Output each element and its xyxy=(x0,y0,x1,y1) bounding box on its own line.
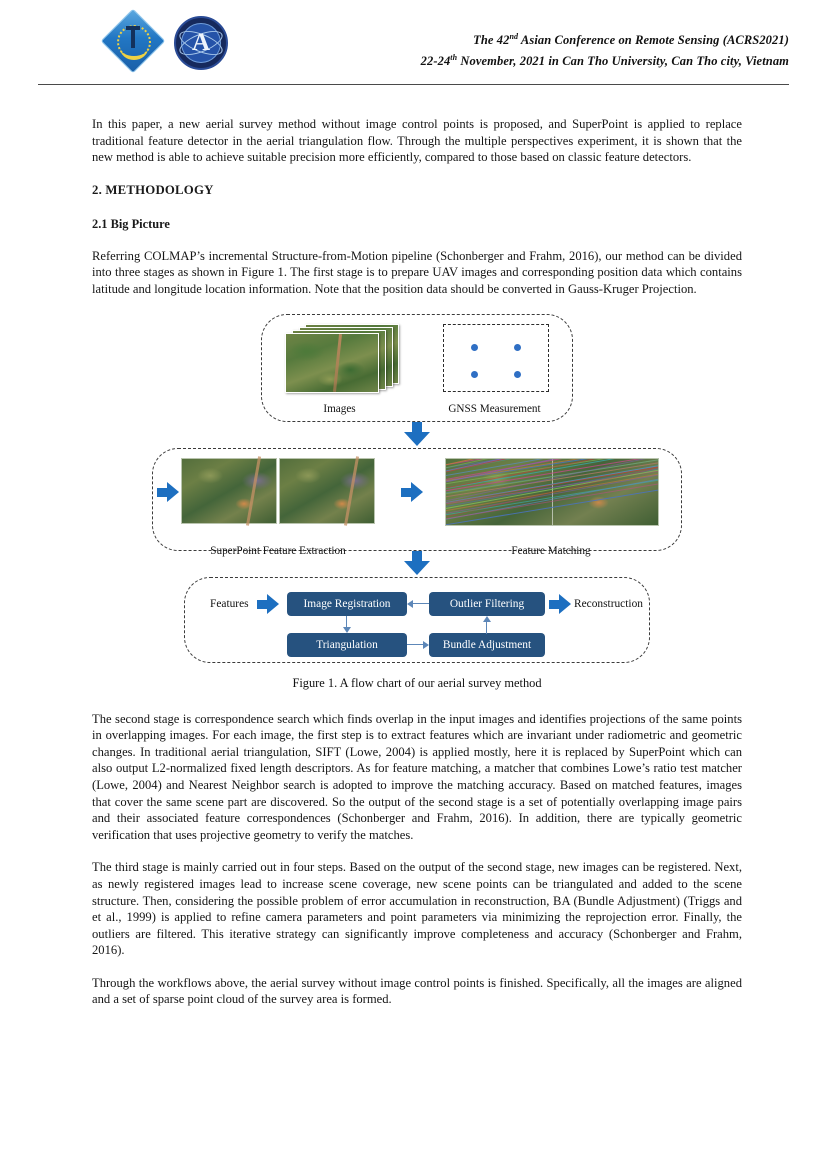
document-content xyxy=(92,116,742,1024)
figure-stage-3 xyxy=(184,577,650,663)
arrow-head xyxy=(411,482,423,502)
label-images: Images xyxy=(323,402,356,415)
right-arrow-icon-features xyxy=(257,594,279,614)
acrs-logo-letter: A xyxy=(191,29,211,56)
superpoint-feature-extraction-images xyxy=(181,458,375,524)
flow-box-bundle-adjustment[interactable]: Bundle Adjustment xyxy=(429,633,545,657)
header-logos xyxy=(104,12,232,74)
label-features-input: Features xyxy=(210,597,249,610)
right-arrow-icon-reconstruction xyxy=(549,594,571,614)
arrow-head xyxy=(404,432,430,446)
header-divider xyxy=(38,84,789,85)
label-superpoint-feature-extraction: SuperPoint Feature Extraction xyxy=(210,544,346,557)
arrow-head xyxy=(407,600,413,608)
flow-box-outlier-filtering[interactable]: Outlier Filtering xyxy=(429,592,545,616)
section-heading-methodology: 2. METHODOLOGY xyxy=(92,182,214,197)
conference-title-ordinal: nd xyxy=(509,32,519,41)
arrow-head xyxy=(404,561,430,575)
figure-stage-1-labels xyxy=(262,403,572,416)
paragraph-conclusion: Through the workflows above, the aerial survey without image control points is finished. Specifically, all the images are aligned and a set of sparse point cloud of the survey area is formed. xyxy=(92,975,742,1007)
label-reconstruction-output: Reconstruction xyxy=(574,597,643,610)
feature-matching-image xyxy=(445,458,659,526)
label-feature-matching: Feature Matching xyxy=(511,544,591,557)
gnss-point xyxy=(514,371,521,378)
figure-1-caption: Figure 1. A flow chart of our aerial survey method xyxy=(292,675,542,690)
arrow-head xyxy=(559,594,571,614)
can-tho-university-logo-icon xyxy=(104,12,166,74)
subsection-heading-big-picture: 2.1 Big Picture xyxy=(92,216,170,231)
arrow-head xyxy=(267,594,279,614)
logo-tower xyxy=(131,28,135,48)
feature-image-left xyxy=(181,458,277,524)
gnss-point xyxy=(471,344,478,351)
arrow-head xyxy=(167,482,179,502)
arrow-triangulation-to-bundle xyxy=(407,644,423,645)
conference-date-ordinal: th xyxy=(450,53,458,63)
connector-stage1-to-stage2 xyxy=(92,422,742,448)
down-arrow-icon xyxy=(404,422,430,446)
label-gnss-measurement: GNSS Measurement xyxy=(448,402,541,415)
gnss-measurement-box xyxy=(443,324,549,392)
acrs-logo-icon xyxy=(170,12,232,74)
flow-box-image-registration[interactable]: Image Registration xyxy=(287,592,407,616)
arrow-outlier-to-registration xyxy=(413,603,429,604)
right-arrow-icon-into-matching xyxy=(401,482,423,502)
figure-stage-1 xyxy=(261,314,573,422)
feature-image-right xyxy=(279,458,375,524)
gnss-point xyxy=(471,371,478,378)
paragraph-third-stage: The third stage is mainly carried out in four steps. Based on the output of the second stage, new images can be registered. Next, as newly registered images lead to increase scene coverage, new scene points can be triangulated and added to the scene structure. Then, considering the possible problem of error accumulation in reconstruction, BA (Bundle Adjustment) (Triggs and et al., 1999) is applied to refine camera parameters and point parameters via minimizing the reprojection error. Finally, the outliers are filtered. This iterative strategy can significantly improve completeness and accuracy (Schonberger and Frahm, 2016). xyxy=(92,860,742,958)
uav-images-stack-icon xyxy=(285,324,397,392)
connector-stage2-to-stage3 xyxy=(92,551,742,577)
down-arrow-icon xyxy=(404,551,430,575)
image-sheet xyxy=(285,333,379,393)
conference-title-rest: Asian Conference on Remote Sensing (ACRS2021) xyxy=(518,33,789,48)
conference-date-prefix: 22-24 xyxy=(420,54,451,69)
conference-date-line xyxy=(421,49,789,70)
conference-title-prefix: The 42 xyxy=(473,33,510,48)
gnss-point xyxy=(514,344,521,351)
conference-date-rest: November, 2021 in Can Tho University, Can Tho city, Vietnam xyxy=(457,54,789,69)
conference-header-text xyxy=(421,28,789,70)
conference-title-line xyxy=(421,28,789,49)
arrow-bundle-to-outlier xyxy=(486,622,487,634)
arrow-head xyxy=(423,641,429,649)
paragraph-big-picture: Referring COLMAP’s incremental Structure-from-Motion pipeline (Schonberger and Frahm, 2016), our method can be divided into three stages as shown in Figure 1. The first stage is to prepare UAV images and corresponding position data which contains latitude and longitude location information. Note that the position data should be converted in Gauss-Kruger Projection. xyxy=(92,248,742,296)
arrow-head xyxy=(483,616,491,622)
arrow-head xyxy=(343,627,351,633)
paragraph-intro: In this paper, a new aerial survey method without image control points is proposed, and SuperPoint is applied to replace traditional feature detector in the aerial triangulation flow. Through the multiple perspectives experiment, it is shown that the new method is able to achieve suitable precision more efficiently, compared to those based on classic feature detectors. xyxy=(92,117,742,165)
right-arrow-icon-into-extraction xyxy=(157,482,179,502)
figure-stage-2 xyxy=(152,448,682,557)
page-header xyxy=(0,0,827,86)
figure-1-flow-chart xyxy=(92,314,742,691)
flow-box-triangulation[interactable]: Triangulation xyxy=(287,633,407,657)
paragraph-second-stage: The second stage is correspondence search which finds overlap in the input images and identifies projections of the same points in overlapping images. For each image, the first step is to extract features which are invariant under radiometric and geometric changes. In traditional aerial triangulation, SIFT (Lowe, 2004) is applied mostly, here it is replaced by SuperPoint which can also output L2-normalized fixed length descriptors. As for feature matching, a matcher that combines Lowe’s ratio test matcher (Lowe, 2004) and Nearest Neighbor search is adopted to improve the matching accuracy. Based on matched features, images that cover the same scene part are discovered. So the output of the second stage is a set of potentially overlapping image pairs and their associated feature correspondences (Schonberger and Frahm, 2016). In addition, there are typically geometric verification that uses projective geometry to verify the matches. xyxy=(92,711,742,842)
